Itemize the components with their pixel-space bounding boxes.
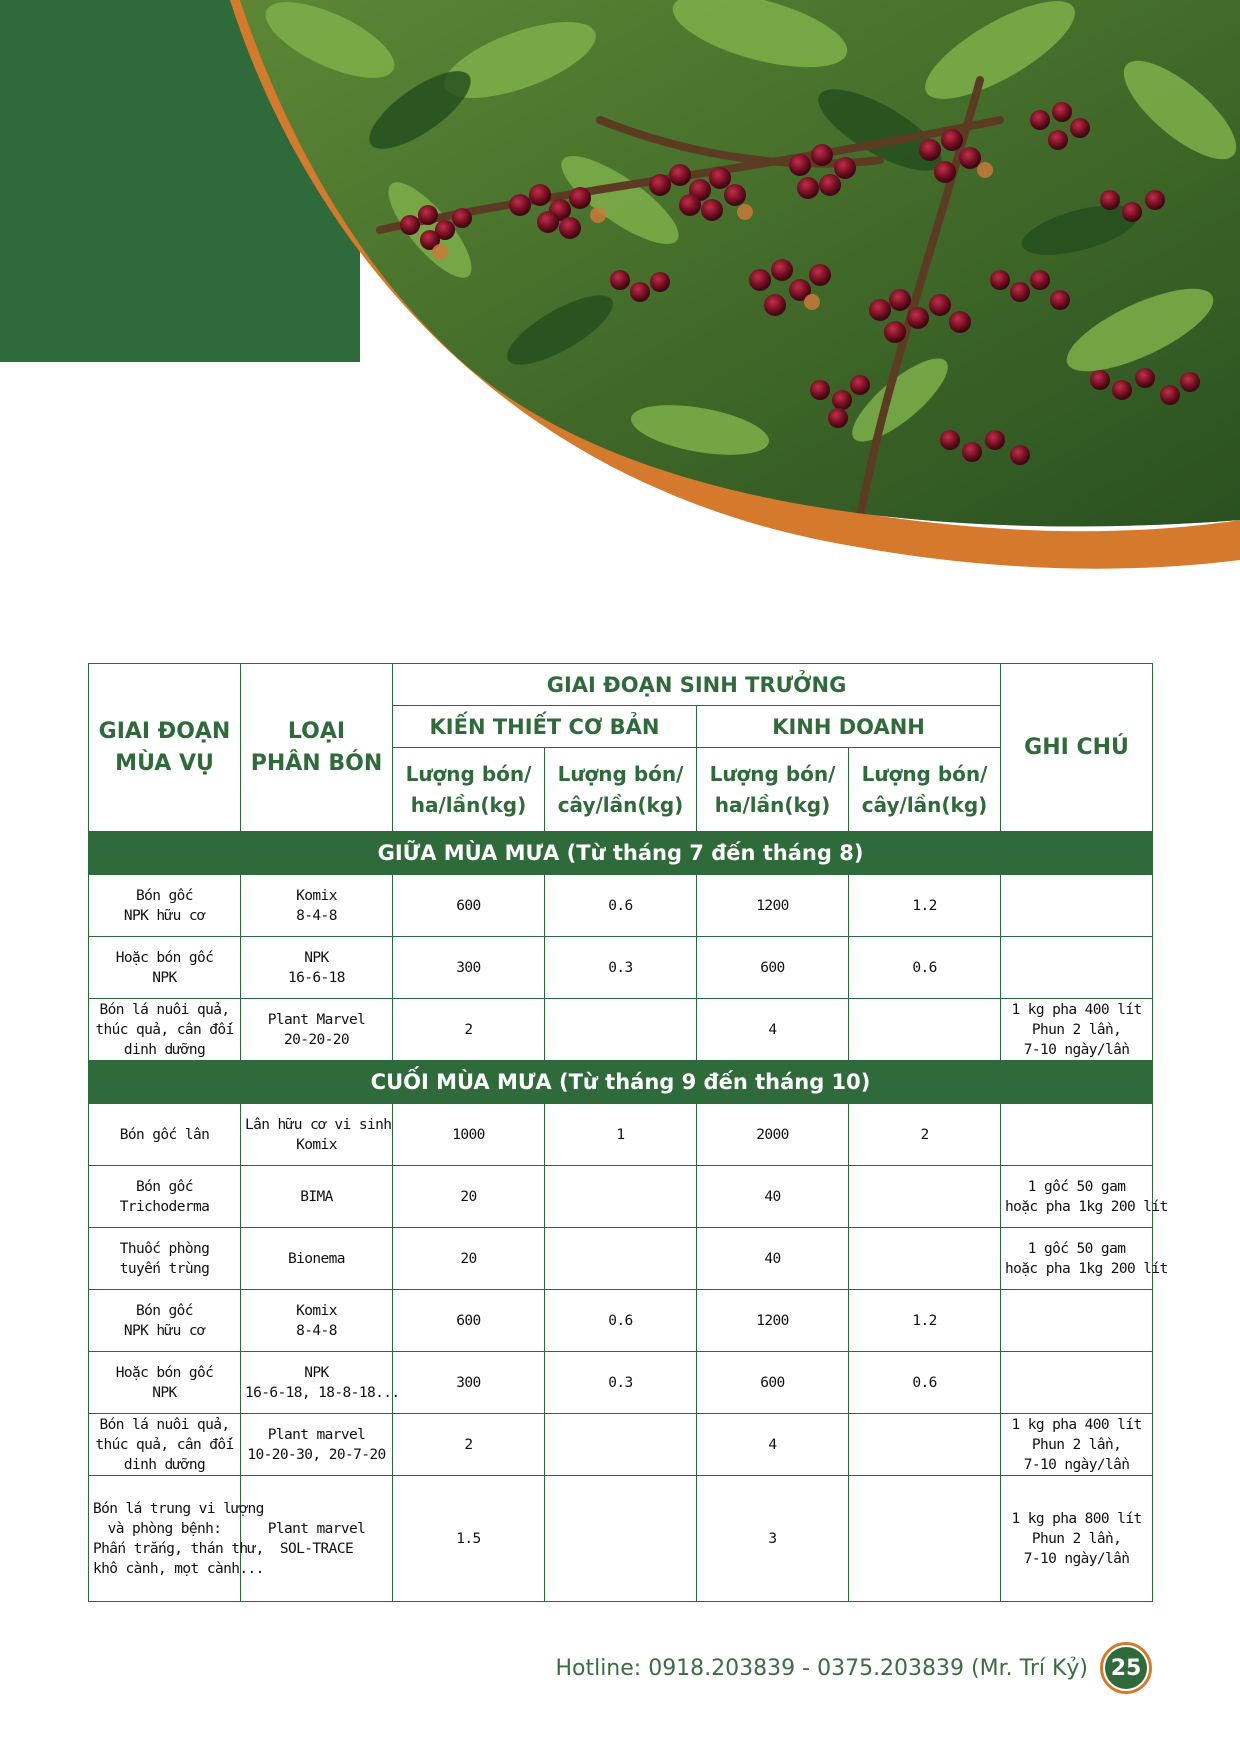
cell-note-line: Phun 2 lần, — [1031, 1436, 1122, 1453]
cell-fertilizer-type-line: Plant marvel — [267, 1426, 366, 1443]
cell-note-line: 7-10 ngày/lần — [1023, 1041, 1130, 1058]
cell-business-per-tree — [849, 1166, 1001, 1228]
header-season — [89, 664, 241, 832]
table-body — [89, 832, 1168, 1602]
cell-basic-per-tree: 1 — [545, 1104, 697, 1166]
cell-basic-per-tree: 0.6 — [545, 1290, 697, 1352]
header-business-per-tree — [849, 748, 1001, 832]
cell-season-stage — [89, 1352, 241, 1414]
cell-fertilizer-type-line: NPK — [304, 949, 329, 966]
cell-basic-per-ha: 20 — [393, 1228, 545, 1290]
table-row — [89, 875, 1153, 937]
header-basic-construction: KIẾN THIẾT CƠ BẢN — [393, 706, 697, 748]
cell-basic-per-tree — [545, 1414, 697, 1476]
header-line: ha/lần(kg) — [714, 792, 831, 817]
cell-season-stage — [89, 1228, 241, 1290]
cell-fertilizer-type-line: Bionema — [288, 1250, 345, 1267]
cell-season-stage-line: NPK hữu cơ — [123, 907, 206, 924]
cell-note-line: 1 kg pha 400 lít — [1011, 1416, 1142, 1433]
cell-season-stage-line: và phòng bệnh: — [107, 1520, 222, 1537]
cell-business-per-ha: 1200 — [697, 1290, 849, 1352]
cell-basic-per-ha: 1.5 — [393, 1476, 545, 1602]
cell-business-per-tree: 2 — [849, 1104, 1001, 1166]
table-header — [89, 664, 1153, 832]
cell-fertilizer-type-line: Komix — [296, 1302, 337, 1319]
cell-business-per-ha: 600 — [697, 937, 849, 999]
header-business-per-ha — [697, 748, 849, 832]
cell-fertilizer-type-line: NPK — [304, 1364, 329, 1381]
header-basic-per-ha — [393, 748, 545, 832]
cell-basic-per-tree: 0.3 — [545, 1352, 697, 1414]
cell-note-line: Phun 2 lần, — [1031, 1530, 1122, 1547]
cell-season-stage — [89, 1104, 241, 1166]
header-season-line: MÙA VỤ — [115, 750, 214, 776]
cell-business-per-tree: 0.6 — [849, 937, 1001, 999]
cell-note-line: hoặc pha 1kg 200 lít — [1005, 1260, 1168, 1277]
cell-basic-per-ha: 2 — [393, 999, 545, 1061]
cell-fertilizer-type-line: BIMA — [300, 1188, 333, 1205]
fertilizer-schedule-table — [88, 663, 1168, 1602]
cell-basic-per-tree — [545, 1228, 697, 1290]
cell-business-per-tree — [849, 999, 1001, 1061]
cell-season-stage-line: khô cành, mọt cành... — [93, 1560, 264, 1577]
cell-business-per-tree — [849, 1414, 1001, 1476]
cell-business-per-tree: 0.6 — [849, 1352, 1001, 1414]
cell-season-stage-line: Bón gốc — [136, 887, 193, 904]
cell-business-per-ha: 4 — [697, 1414, 849, 1476]
fertilizer-schedule-table-container — [88, 663, 1168, 1602]
cell-business-per-ha: 2000 — [697, 1104, 849, 1166]
hotline-text: Hotline: 0918.203839 - 0375.203839 (Mr. Trí Kỷ) — [555, 1655, 1088, 1681]
cell-fertilizer-type-line: Komix — [296, 1136, 337, 1153]
cell-note-line: hoặc pha 1kg 200 lít — [1005, 1198, 1168, 1215]
cell-season-stage-line: Bón gốc — [136, 1302, 193, 1319]
cell-business-per-ha: 40 — [697, 1228, 849, 1290]
cell-season-stage-line: dinh dưỡng — [123, 1456, 206, 1473]
cell-fertilizer-type — [241, 937, 393, 999]
page-number-badge — [1100, 1642, 1152, 1694]
cell-fertilizer-type-line: 16-6-18, 18-8-18... — [245, 1384, 400, 1401]
cell-note — [1001, 1414, 1153, 1476]
header-note: GHI CHÚ — [1001, 664, 1153, 832]
cell-business-per-ha: 1200 — [697, 875, 849, 937]
cell-basic-per-tree: 0.6 — [545, 875, 697, 937]
cell-season-stage-line: Bón lá nuôi quả, — [99, 1416, 230, 1433]
cell-season-stage — [89, 1166, 241, 1228]
header-line: Lượng bón/ — [709, 761, 836, 786]
cell-season-stage — [89, 1476, 264, 1602]
table-row — [89, 1228, 1153, 1290]
cell-fertilizer-type — [241, 1414, 393, 1476]
header-fertilizer-line: LOẠI — [287, 718, 346, 744]
section-title: CUỐI MÙA MƯA (Từ tháng 9 đến tháng 10) — [89, 1061, 1153, 1104]
cell-season-stage-line: Hoặc bón gốc — [115, 1364, 214, 1381]
cell-note-line: 1 kg pha 800 lít — [1011, 1510, 1142, 1527]
cell-note — [1001, 1352, 1153, 1414]
cell-basic-per-ha: 300 — [393, 937, 545, 999]
header-line: cây/lần(kg) — [861, 792, 988, 817]
cell-basic-per-tree: 0.3 — [545, 937, 697, 999]
cell-fertilizer-type-line: 20-20-20 — [283, 1031, 350, 1048]
cell-fertilizer-type — [241, 1228, 393, 1290]
cell-fertilizer-type-line: 8-4-8 — [296, 1322, 337, 1339]
cell-business-per-ha: 40 — [697, 1166, 849, 1228]
cell-note — [1001, 1228, 1168, 1290]
cell-fertilizer-type-line: SOL-TRACE — [279, 1540, 354, 1557]
cell-season-stage — [89, 937, 241, 999]
cell-fertilizer-type-line: Komix — [296, 887, 337, 904]
cell-note-line: 7-10 ngày/lần — [1023, 1456, 1130, 1473]
cell-fertilizer-type-line: Plant Marvel — [267, 1011, 366, 1028]
header-line: Lượng bón/ — [405, 761, 532, 786]
coffee-berry-branch-photo — [0, 0, 1240, 600]
cell-note-line: Phun 2 lần, — [1031, 1021, 1122, 1038]
cell-season-stage — [89, 1290, 241, 1352]
cell-note — [1001, 937, 1153, 999]
cell-season-stage — [89, 999, 241, 1061]
cell-note-line: 1 gốc 50 gam — [1027, 1178, 1126, 1195]
cell-business-per-tree: 1.2 — [849, 875, 1001, 937]
cell-business-per-tree — [849, 1476, 1001, 1602]
table-row — [89, 1290, 1153, 1352]
section-title: GIỮA MÙA MƯA (Từ tháng 7 đến tháng 8) — [89, 832, 1153, 875]
header-business: KINH DOANH — [697, 706, 1001, 748]
table-row — [89, 1166, 1153, 1228]
cell-basic-per-ha: 20 — [393, 1166, 545, 1228]
header-fertilizer-line: PHÂN BÓN — [250, 750, 383, 776]
header-line: Lượng bón/ — [557, 761, 684, 786]
header-artwork — [0, 0, 1240, 600]
cell-season-stage-line: Bón gốc — [136, 1178, 193, 1195]
cell-fertilizer-type — [241, 1104, 393, 1166]
cell-season-stage-line: Thuốc phòng — [119, 1240, 210, 1257]
cell-note — [1001, 1104, 1153, 1166]
cell-basic-per-tree — [545, 1476, 697, 1602]
cell-season-stage-line: thúc quả, cân đối — [95, 1021, 234, 1038]
cell-fertilizer-type-line: Lân hữu cơ vi sinh — [245, 1116, 392, 1133]
cell-basic-per-tree — [545, 1166, 697, 1228]
cell-basic-per-ha: 300 — [393, 1352, 545, 1414]
section-row — [89, 832, 1153, 875]
page-number: 25 — [1105, 1647, 1147, 1689]
table-row — [89, 937, 1153, 999]
cell-season-stage-line: NPK hữu cơ — [123, 1322, 206, 1339]
table-row — [89, 1414, 1153, 1476]
cell-business-per-tree — [849, 1228, 1001, 1290]
cell-fertilizer-type — [241, 1352, 400, 1414]
cell-fertilizer-type-line: 10-20-30, 20-7-20 — [247, 1446, 386, 1463]
cell-business-per-tree: 1.2 — [849, 1290, 1001, 1352]
cell-basic-per-ha: 600 — [393, 1290, 545, 1352]
cell-season-stage-line: Bón lá nuôi quả, — [99, 1001, 230, 1018]
cell-fertilizer-type — [241, 1476, 393, 1602]
cell-note — [1001, 1290, 1153, 1352]
cell-fertilizer-type — [241, 1290, 393, 1352]
cell-business-per-ha: 3 — [697, 1476, 849, 1602]
cell-season-stage-line: dinh dưỡng — [123, 1041, 206, 1058]
section-row — [89, 1061, 1153, 1104]
cell-season-stage — [89, 1414, 241, 1476]
footer — [555, 1640, 1152, 1696]
cell-basic-per-ha: 600 — [393, 875, 545, 937]
cell-season-stage-line: Hoặc bón gốc — [115, 949, 214, 966]
cell-fertilizer-type-line: 8-4-8 — [296, 907, 337, 924]
cell-season-stage-line: Trichoderma — [119, 1198, 210, 1215]
table-row — [89, 1476, 1153, 1602]
cell-note-line: 1 kg pha 400 lít — [1011, 1001, 1142, 1018]
header-growth-stage: GIAI ĐOẠN SINH TRƯỞNG — [393, 664, 1001, 706]
cell-season-stage — [89, 875, 241, 937]
cell-season-stage-line: Phấn trắng, thán thư, — [93, 1540, 264, 1557]
cell-season-stage-line: NPK — [152, 1384, 177, 1401]
cell-fertilizer-type-line: 16-6-18 — [288, 969, 345, 986]
cell-note-line: 7-10 ngày/lần — [1023, 1550, 1130, 1567]
cell-note — [1001, 1476, 1153, 1602]
header-line: cây/lần(kg) — [557, 792, 684, 817]
header-season-line: GIAI ĐOẠN — [98, 718, 231, 744]
cell-fertilizer-type — [241, 875, 393, 937]
cell-season-stage-line: thúc quả, cân đối — [95, 1436, 234, 1453]
cell-business-per-ha: 4 — [697, 999, 849, 1061]
cell-business-per-ha: 600 — [697, 1352, 849, 1414]
cell-season-stage-line: NPK — [152, 969, 177, 986]
cell-basic-per-ha: 2 — [393, 1414, 545, 1476]
cell-note — [1001, 875, 1153, 937]
header-basic-per-tree — [545, 748, 697, 832]
cell-basic-per-tree — [545, 999, 697, 1061]
table-row — [89, 1104, 1153, 1166]
cell-fertilizer-type — [241, 999, 393, 1061]
cell-basic-per-ha: 1000 — [393, 1104, 545, 1166]
cell-season-stage-line: Bón lá trung vi lượng — [93, 1500, 264, 1517]
cell-fertilizer-type — [241, 1166, 393, 1228]
header-fertilizer-type — [241, 664, 393, 832]
header-line: Lượng bón/ — [861, 761, 988, 786]
table-row — [89, 999, 1153, 1061]
cell-note-line: 1 gốc 50 gam — [1027, 1240, 1126, 1257]
table-row — [89, 1352, 1153, 1414]
cell-season-stage-line: Bón gốc lân — [119, 1126, 210, 1143]
header-line: ha/lần(kg) — [410, 792, 527, 817]
cell-season-stage-line: tuyến trùng — [119, 1260, 210, 1277]
cell-note — [1001, 1166, 1168, 1228]
cell-note — [1001, 999, 1153, 1061]
cell-fertilizer-type-line: Plant marvel — [267, 1520, 366, 1537]
